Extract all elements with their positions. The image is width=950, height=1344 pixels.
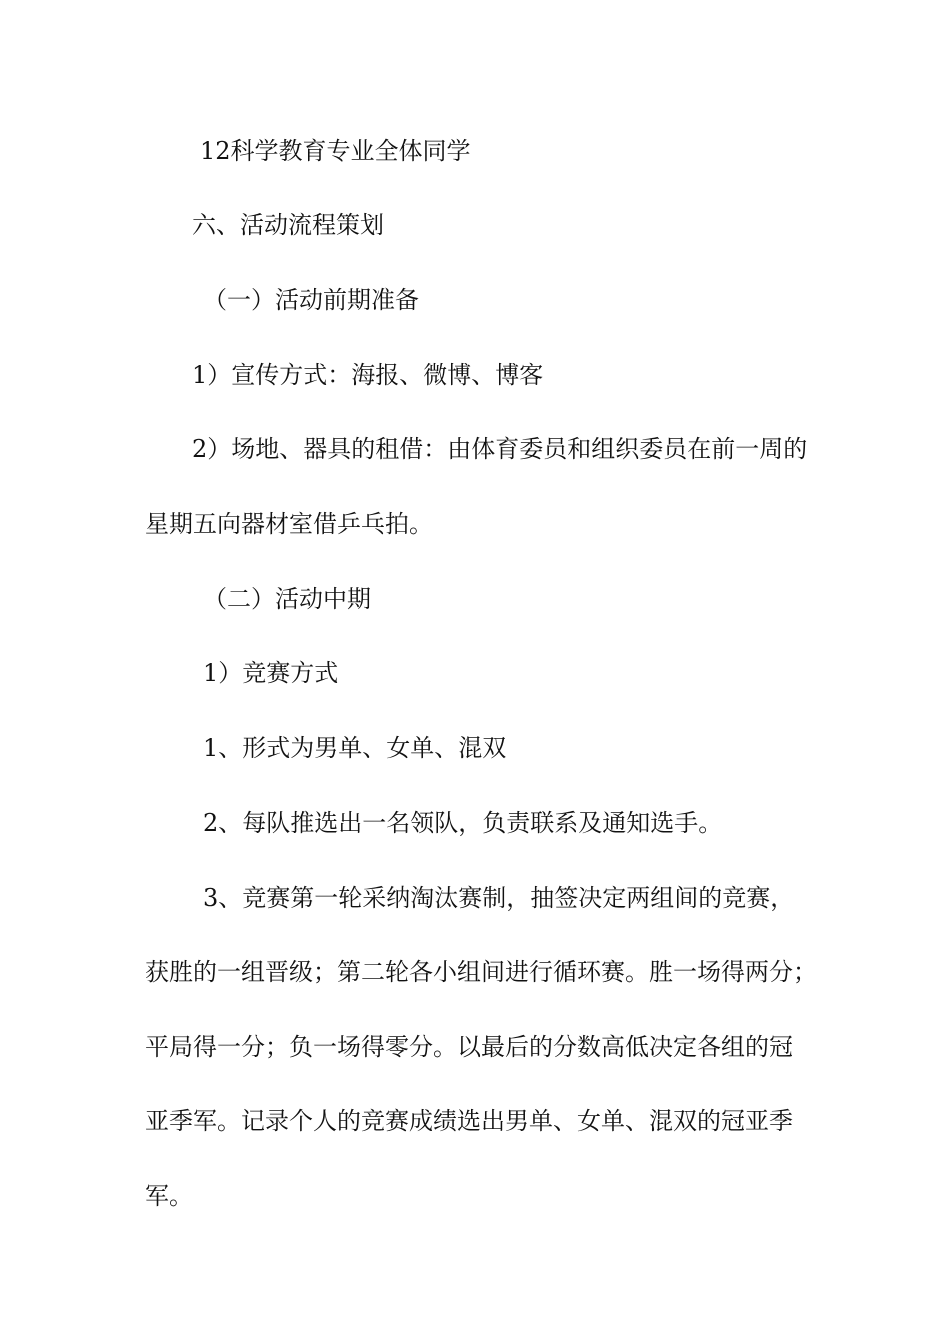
section-heading: 六、活动流程策划 bbox=[192, 211, 384, 239]
text-line: 1）竞赛方式 bbox=[203, 659, 339, 687]
text-line: 2）场地、器具的租借：由体育委员和组织委员在前一周的 bbox=[192, 435, 808, 463]
list-item: 2、每队推选出一名领队，负责联系及通知选手。 bbox=[203, 809, 723, 837]
list-item: 1、形式为男单、女单、混双 bbox=[203, 734, 507, 762]
text-line: 获胜的一组晋级；第二轮各小组间进行循环赛。胜一场得两分； bbox=[145, 958, 817, 986]
subsection-heading: （二）活动中期 bbox=[203, 585, 371, 613]
text-line: 星期五向器材室借乒乓拍。 bbox=[145, 510, 433, 538]
subsection-heading: （一）活动前期准备 bbox=[203, 286, 419, 314]
text-line: 1）宣传方式：海报、微博、博客 bbox=[192, 361, 544, 389]
text-line: 军。 bbox=[145, 1182, 193, 1210]
text-line: 平局得一分；负一场得零分。以最后的分数高低决定各组的冠 bbox=[145, 1033, 793, 1061]
text-line: 亚季军。记录个人的竞赛成绩选出男单、女单、混双的冠亚季 bbox=[145, 1107, 793, 1135]
text-line: 12科学教育专业全体同学 bbox=[200, 137, 471, 165]
list-item: 3、竞赛第一轮采纳淘汰赛制，抽签决定两组间的竞赛， bbox=[203, 884, 795, 912]
